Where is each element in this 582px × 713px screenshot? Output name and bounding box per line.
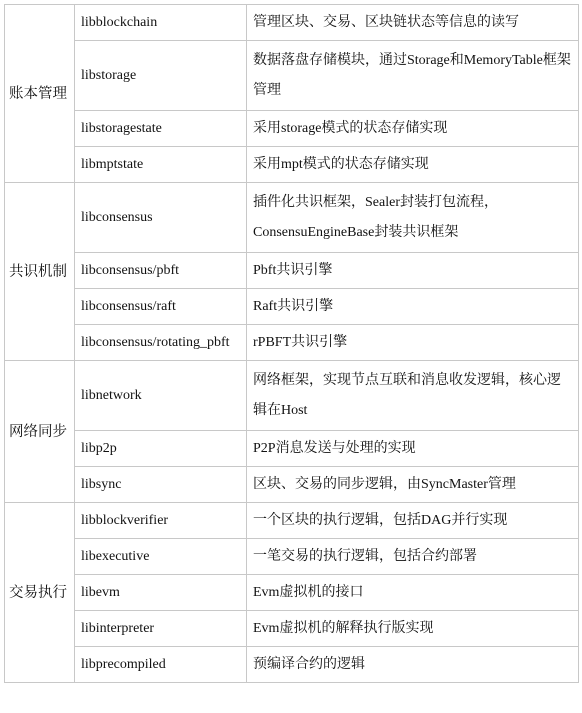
module-name: libexecutive [75,539,247,575]
module-name: libprecompiled [75,647,247,683]
module-description: 插件化共识框架，Sealer封装打包流程，ConsensuEngineBase封装共识框架 [247,183,579,253]
module-name: libstoragestate [75,111,247,147]
table-row [5,183,579,253]
module-name: libconsensus/raft [75,289,247,325]
table-row [5,431,579,467]
table-row [5,503,579,539]
table-row [5,147,579,183]
table-row [5,325,579,361]
module-description: 一笔交易的执行逻辑，包括合约部署 [247,539,579,575]
module-name: libblockverifier [75,503,247,539]
module-name: libnetwork [75,361,247,431]
module-description: Pbft共识引擎 [247,253,579,289]
module-description: 区块、交易的同步逻辑，由SyncMaster管理 [247,467,579,503]
module-description: P2P消息发送与处理的实现 [247,431,579,467]
module-name: libsync [75,467,247,503]
category-cell: 共识机制 [5,183,75,361]
module-description: Raft共识引擎 [247,289,579,325]
module-name: libstorage [75,41,247,111]
module-description: rPBFT共识引擎 [247,325,579,361]
table-row [5,289,579,325]
module-description: 管理区块、交易、区块链状态等信息的读写 [247,5,579,41]
category-cell: 账本管理 [5,5,75,183]
module-description: 一个区块的执行逻辑，包括DAG并行实现 [247,503,579,539]
module-name: libp2p [75,431,247,467]
table-row [5,539,579,575]
table-row [5,41,579,111]
category-cell: 交易执行 [5,503,75,683]
module-name: libinterpreter [75,611,247,647]
module-description: 预编译合约的逻辑 [247,647,579,683]
module-name: libevm [75,575,247,611]
module-name: libconsensus/rotating_pbft [75,325,247,361]
table-row [5,361,579,431]
category-cell: 网络同步 [5,361,75,503]
module-description: 数据落盘存储模块，通过Storage和MemoryTable框架管理 [247,41,579,111]
table-row [5,647,579,683]
module-description: 网络框架，实现节点互联和消息收发逻辑，核心逻辑在Host [247,361,579,431]
module-description: Evm虚拟机的解释执行版实现 [247,611,579,647]
table-row [5,5,579,41]
module-name: libmptstate [75,147,247,183]
module-description: Evm虚拟机的接口 [247,575,579,611]
table-row [5,111,579,147]
module-description: 采用mpt模式的状态存储实现 [247,147,579,183]
table-row [5,467,579,503]
table-row [5,611,579,647]
table-row [5,575,579,611]
module-description: 采用storage模式的状态存储实现 [247,111,579,147]
module-name: libconsensus/pbft [75,253,247,289]
module-name: libconsensus [75,183,247,253]
table-row [5,253,579,289]
module-table [4,4,579,683]
module-name: libblockchain [75,5,247,41]
